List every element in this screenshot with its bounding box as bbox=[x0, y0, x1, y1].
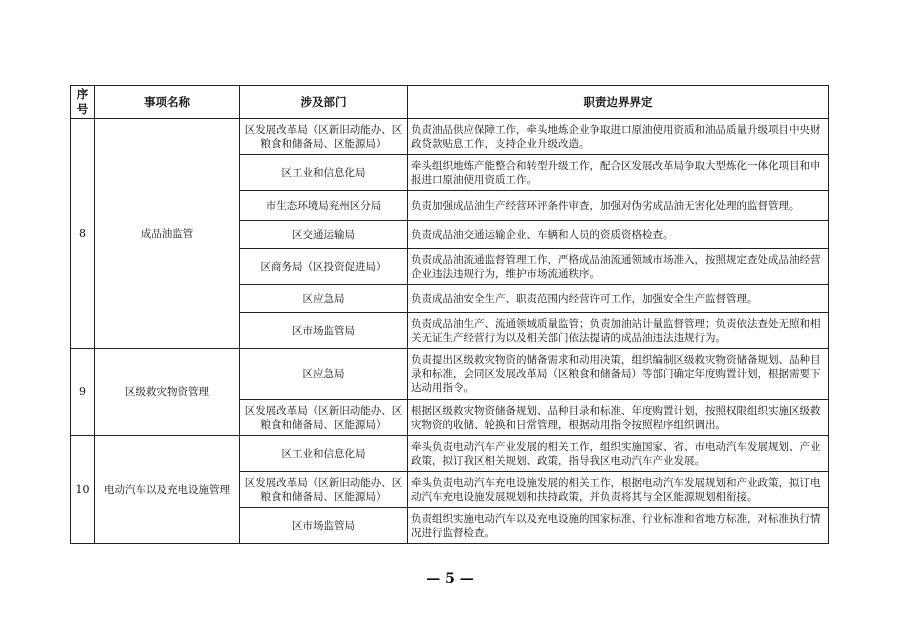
department-cell: 区交通运输局 bbox=[240, 221, 408, 249]
header-duty-boundary: 职责边界界定 bbox=[408, 86, 829, 119]
seq-cell: 10 bbox=[71, 436, 95, 544]
department-cell: 区工业和信息化局 bbox=[240, 155, 408, 191]
item-name-cell: 电动汽车以及充电设施管理 bbox=[95, 436, 240, 544]
duty-cell: 负责提出区级救灾物资的储备需求和动用决策，组织编制区级救灾物资储备规划、品种目录和标准，会同区发展改革局（区粮食和储备局）等部门确定年度购置计划，根据需要下达动用指令。 bbox=[408, 349, 829, 400]
table-row bbox=[71, 119, 829, 155]
table-header-row bbox=[71, 86, 829, 119]
item-name-cell: 成品油监管 bbox=[95, 119, 240, 349]
duty-cell: 负责成品油安全生产、职责范围内经营许可工作，加强安全生产监督管理。 bbox=[408, 285, 829, 313]
duty-cell: 负责成品油流通监督管理工作，严格成品油流通领域市场准入，按照规定查处成品油经营企业违法违规行为，维护市场流通秩序。 bbox=[408, 249, 829, 285]
item-name-cell: 区级救灾物资管理 bbox=[95, 349, 240, 436]
department-cell: 区应急局 bbox=[240, 285, 408, 313]
duty-cell: 负责成品油生产、流通领域质量监管；负责加油站计量监督管理；负责依法查处无照和相关无证生产经营行为以及相关部门依法提请的成品油违法违规行为。 bbox=[408, 313, 829, 349]
duty-cell: 负责组织实施电动汽车以及充电设施的国家标准、行业标准和省地方标准，对标准执行情况进行监督检查。 bbox=[408, 508, 829, 544]
department-cell: 区发展改革局（区新旧动能办、区粮食和储备局、区能源局） bbox=[240, 400, 408, 436]
duty-cell: 牵头组织地炼产能整合和转型升级工作，配合区发展改革局争取大型炼化一体化项目和申报进口原油使用资质工作。 bbox=[408, 155, 829, 191]
table-row bbox=[71, 349, 829, 400]
department-cell: 市生态环境局兖州区分局 bbox=[240, 191, 408, 221]
department-cell: 区市场监管局 bbox=[240, 508, 408, 544]
seq-cell: 8 bbox=[71, 119, 95, 349]
header-seq: 序 号 bbox=[71, 86, 95, 119]
duty-cell: 负责油品供应保障工作，牵头地炼企业争取进口原油使用资质和油品质量升级项目中央财政贷款贴息工作，支持企业升级改造。 bbox=[408, 119, 829, 155]
department-cell: 区工业和信息化局 bbox=[240, 436, 408, 472]
duty-cell: 负责加强成品油生产经营环评条件审查，加强对伪劣成品油无害化处理的监督管理。 bbox=[408, 191, 829, 221]
header-department: 涉及部门 bbox=[240, 86, 408, 119]
department-cell: 区商务局（区投资促进局） bbox=[240, 249, 408, 285]
seq-cell: 9 bbox=[71, 349, 95, 436]
duty-cell: 负责成品油交通运输企业、车辆和人员的资质资格检查。 bbox=[408, 221, 829, 249]
department-cell: 区应急局 bbox=[240, 349, 408, 400]
department-cell: 区发展改革局（区新旧动能办、区粮食和储备局、区能源局） bbox=[240, 472, 408, 508]
department-cell: 区发展改革局（区新旧动能办、区粮食和储备局、区能源局） bbox=[240, 119, 408, 155]
page-number: — 5 — bbox=[426, 571, 474, 587]
department-cell: 区市场监管局 bbox=[240, 313, 408, 349]
duty-cell: 牵头负责电动汽车充电设施发展的相关工作，根据电动汽车发展规划和产业政策，拟订电动汽车充电设施发展规划和扶持政策，并负责将其与全区能源规划相衔接。 bbox=[408, 472, 829, 508]
header-item-name: 事项名称 bbox=[95, 86, 240, 119]
duty-cell: 根据区级救灾物资储备规划、品种目录和标准、年度购置计划，按照权限组织实施区级救灾物资的收储、轮换和日常管理，根据动用指令按照程序组织调出。 bbox=[408, 400, 829, 436]
table-row bbox=[71, 436, 829, 472]
duty-cell: 牵头负责电动汽车产业发展的相关工作，组织实施国家、省、市电动汽车发展规划、产业政策，拟订我区相关规划、政策，指导我区电动汽车产业发展。 bbox=[408, 436, 829, 472]
duty-boundary-table bbox=[70, 85, 829, 544]
